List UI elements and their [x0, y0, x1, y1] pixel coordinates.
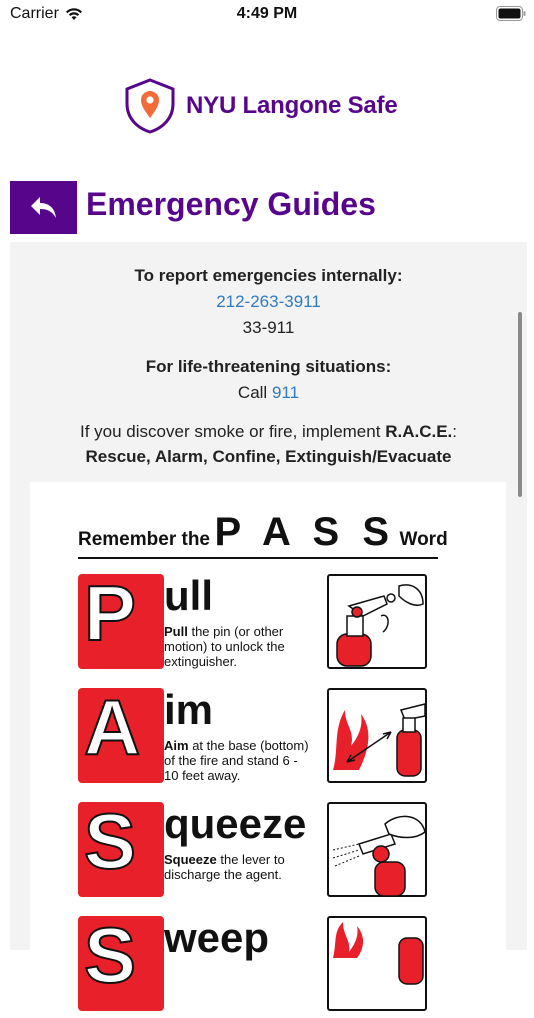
race-text: If you discover smoke or fire, implement: [80, 422, 381, 441]
squeeze-illustration: [327, 802, 427, 897]
aim-illustration: [327, 688, 427, 783]
call-line: [10, 383, 527, 403]
race-colon: :: [452, 422, 457, 441]
pass-letter: A: [84, 683, 141, 771]
pass-desc-bold: Squeeze: [164, 852, 217, 867]
poster-header-prefix: Remember the: [78, 529, 210, 550]
shield-location-icon: [124, 78, 176, 134]
back-button[interactable]: [10, 181, 77, 234]
extinguisher-pull-icon: [329, 576, 429, 671]
pass-desc-bold: Pull: [164, 624, 188, 639]
extinguisher-aim-icon: [329, 690, 429, 785]
pass-word: ull: [164, 572, 213, 619]
status-time: 4:49 PM: [236, 5, 298, 22]
reply-arrow-icon: [29, 195, 59, 221]
pass-desc-text: at the base (bottom) of the fire and stand 6 - 10 feet away.: [164, 738, 309, 783]
race-line: [10, 422, 527, 442]
race-acronym: R.A.C.E.: [385, 422, 453, 441]
pass-description: [164, 624, 314, 669]
race-words: Rescue, Alarm, Confine, Extinguish/Evacuate: [85, 447, 452, 466]
poster-header: [78, 510, 448, 559]
call-prefix: Call: [237, 383, 268, 402]
pass-desc-text: the lever to discharge the agent.: [164, 852, 285, 882]
content-panel[interactable]: [10, 242, 527, 999]
extinguisher-squeeze-icon: [329, 804, 429, 899]
status-bar: [0, 0, 534, 30]
extinguisher-sweep-icon: [329, 918, 429, 1013]
internal-phone-link[interactable]: 212-263-3911: [216, 292, 321, 311]
internal-extension: 33-911: [242, 318, 295, 337]
poster-header-word: P A S S: [214, 510, 396, 554]
pass-description: [164, 738, 314, 783]
pass-desc-text: the pin (or other motion) to unlock the extinguisher.: [164, 624, 285, 669]
pass-letter: S: [84, 911, 137, 999]
pass-word: weep: [164, 914, 270, 961]
pass-word: im: [164, 686, 214, 733]
battery-icon: [496, 6, 526, 21]
pass-step-sweep: [78, 911, 433, 1016]
pass-description: [164, 852, 314, 882]
pass-letter: P: [84, 569, 137, 657]
call-911-link[interactable]: 911: [271, 383, 300, 402]
sweep-illustration: [327, 916, 427, 1011]
pass-desc-bold: Aim: [164, 738, 189, 753]
pass-letter: S: [84, 797, 137, 885]
pull-pin-illustration: [327, 574, 427, 669]
scrollbar[interactable]: [518, 312, 522, 497]
app-logo: [124, 78, 398, 134]
pass-poster: [30, 482, 506, 999]
carrier-label: Carrier: [10, 5, 59, 22]
internal-heading: To report emergencies internally:: [134, 266, 403, 285]
poster-header-suffix: Word: [399, 529, 448, 550]
pass-step-aim: [78, 683, 433, 788]
logo-text: NYU Langone Safe: [186, 92, 398, 119]
life-threatening-heading: For life-threatening situations:: [145, 357, 392, 376]
pass-step-pull: [78, 569, 433, 674]
page-title: Emergency Guides: [86, 186, 376, 222]
pass-step-squeeze: [78, 797, 433, 902]
pass-word: queeze: [164, 800, 307, 847]
